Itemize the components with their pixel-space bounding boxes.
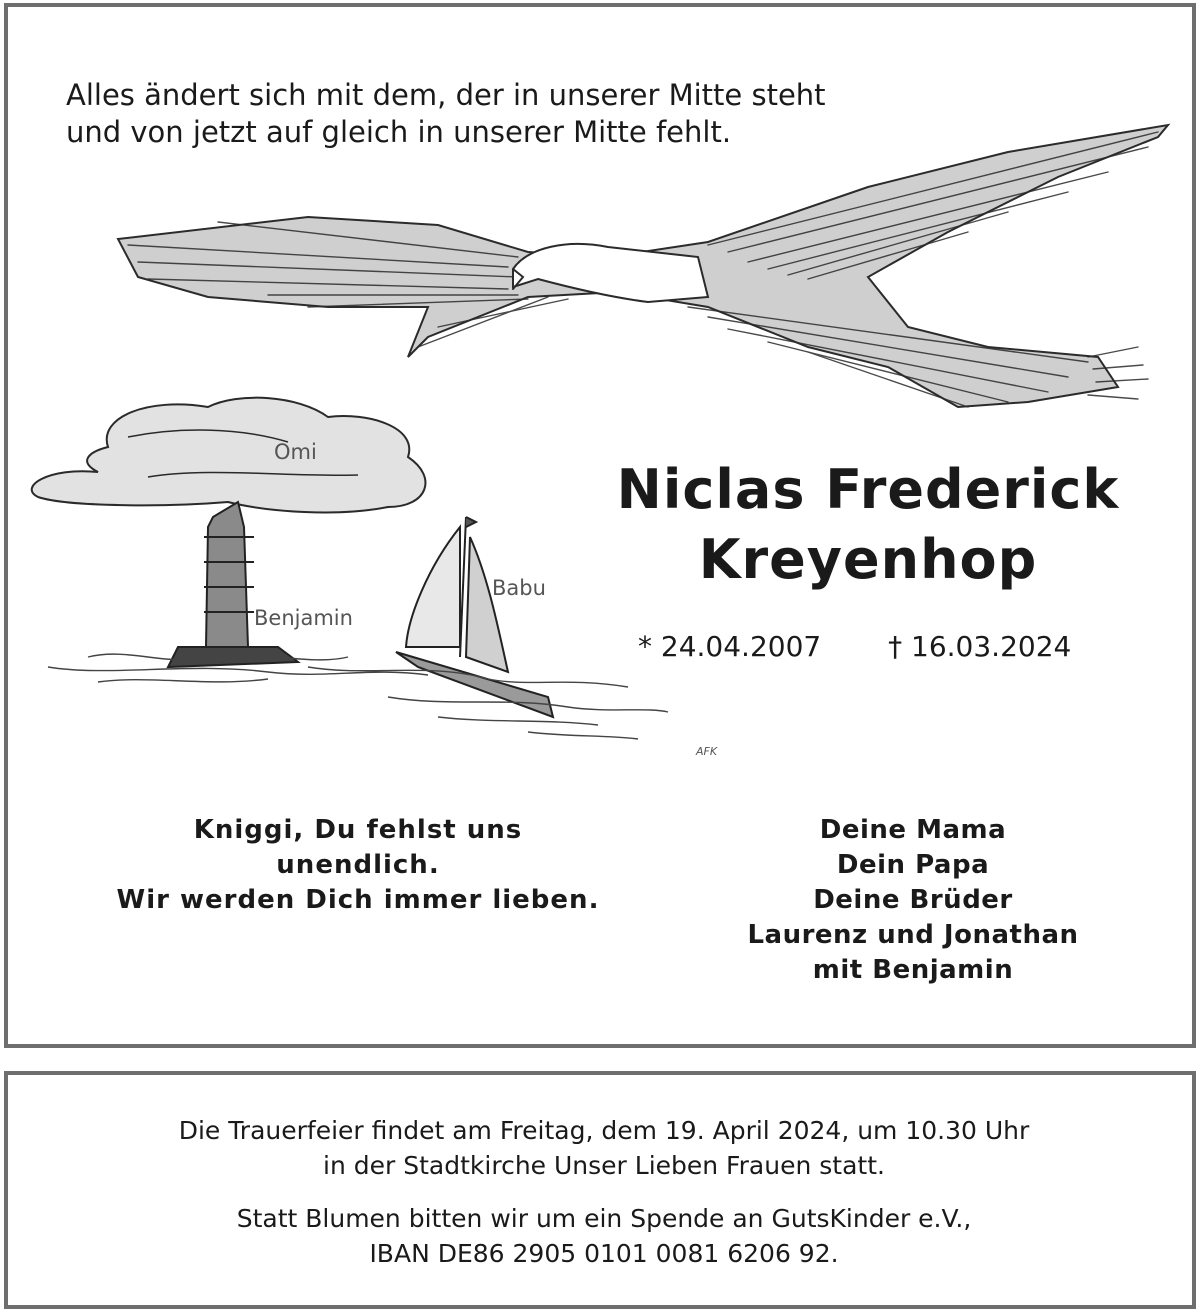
mourner-line-3: Deine Brüder (813, 885, 1013, 915)
service-notice-line-1: Die Trauerfeier findet am Freitag, dem 19. April 2024, um 10.30 Uhr (178, 1116, 1030, 1145)
life-dates (638, 630, 1071, 663)
farewell-line-1: Kniggi, Du fehlst uns unendlich. (193, 815, 523, 880)
deceased-first-names: Niclas Frederick (616, 458, 1120, 521)
mourner-line-1: Deine Mama (819, 815, 1007, 845)
mourner-line-2: Dein Papa (836, 850, 990, 880)
deceased-name (578, 455, 1158, 595)
mourners-list (718, 813, 1108, 988)
obituary-panel (4, 3, 1196, 1048)
deceased-last-name: Kreyenhop (698, 528, 1038, 591)
birth-date: * 24.04.2007 (638, 630, 822, 663)
service-notice-panel (4, 1071, 1196, 1309)
label-benjamin: Benjamin (254, 606, 353, 630)
label-babu: Babu (492, 576, 546, 600)
donation-iban: IBAN DE86 2905 0101 0081 6206 92. (369, 1239, 839, 1268)
sea-illustration (48, 654, 668, 739)
eagle-illustration (118, 125, 1168, 407)
sailboat-illustration (396, 517, 553, 717)
artist-signature: AFK (696, 745, 718, 758)
quote-line-1: Alles ändert sich mit dem, der in unserer Mitte steht (66, 78, 826, 112)
death-date: † 16.03.2024 (888, 630, 1072, 663)
donation-notice (8, 1201, 1200, 1271)
service-notice-line-2: in der Stadtkirche Unser Lieben Frauen statt. (323, 1151, 885, 1180)
farewell-message (108, 813, 608, 918)
farewell-line-2: Wir werden Dich immer lieben. (116, 885, 600, 915)
mourner-line-5: mit Benjamin (812, 955, 1014, 985)
mourner-line-4: Laurenz und Jonathan (747, 920, 1079, 950)
donation-notice-line-1: Statt Blumen bitten wir um ein Spende an GutsKinder e.V., (236, 1204, 972, 1233)
quote-line-2: und von jetzt auf gleich in unserer Mitte fehlt. (66, 115, 732, 149)
service-notice (8, 1113, 1200, 1183)
lighthouse-illustration (168, 502, 298, 667)
cloud-illustration (32, 398, 426, 513)
label-omi: Omi (274, 440, 317, 464)
